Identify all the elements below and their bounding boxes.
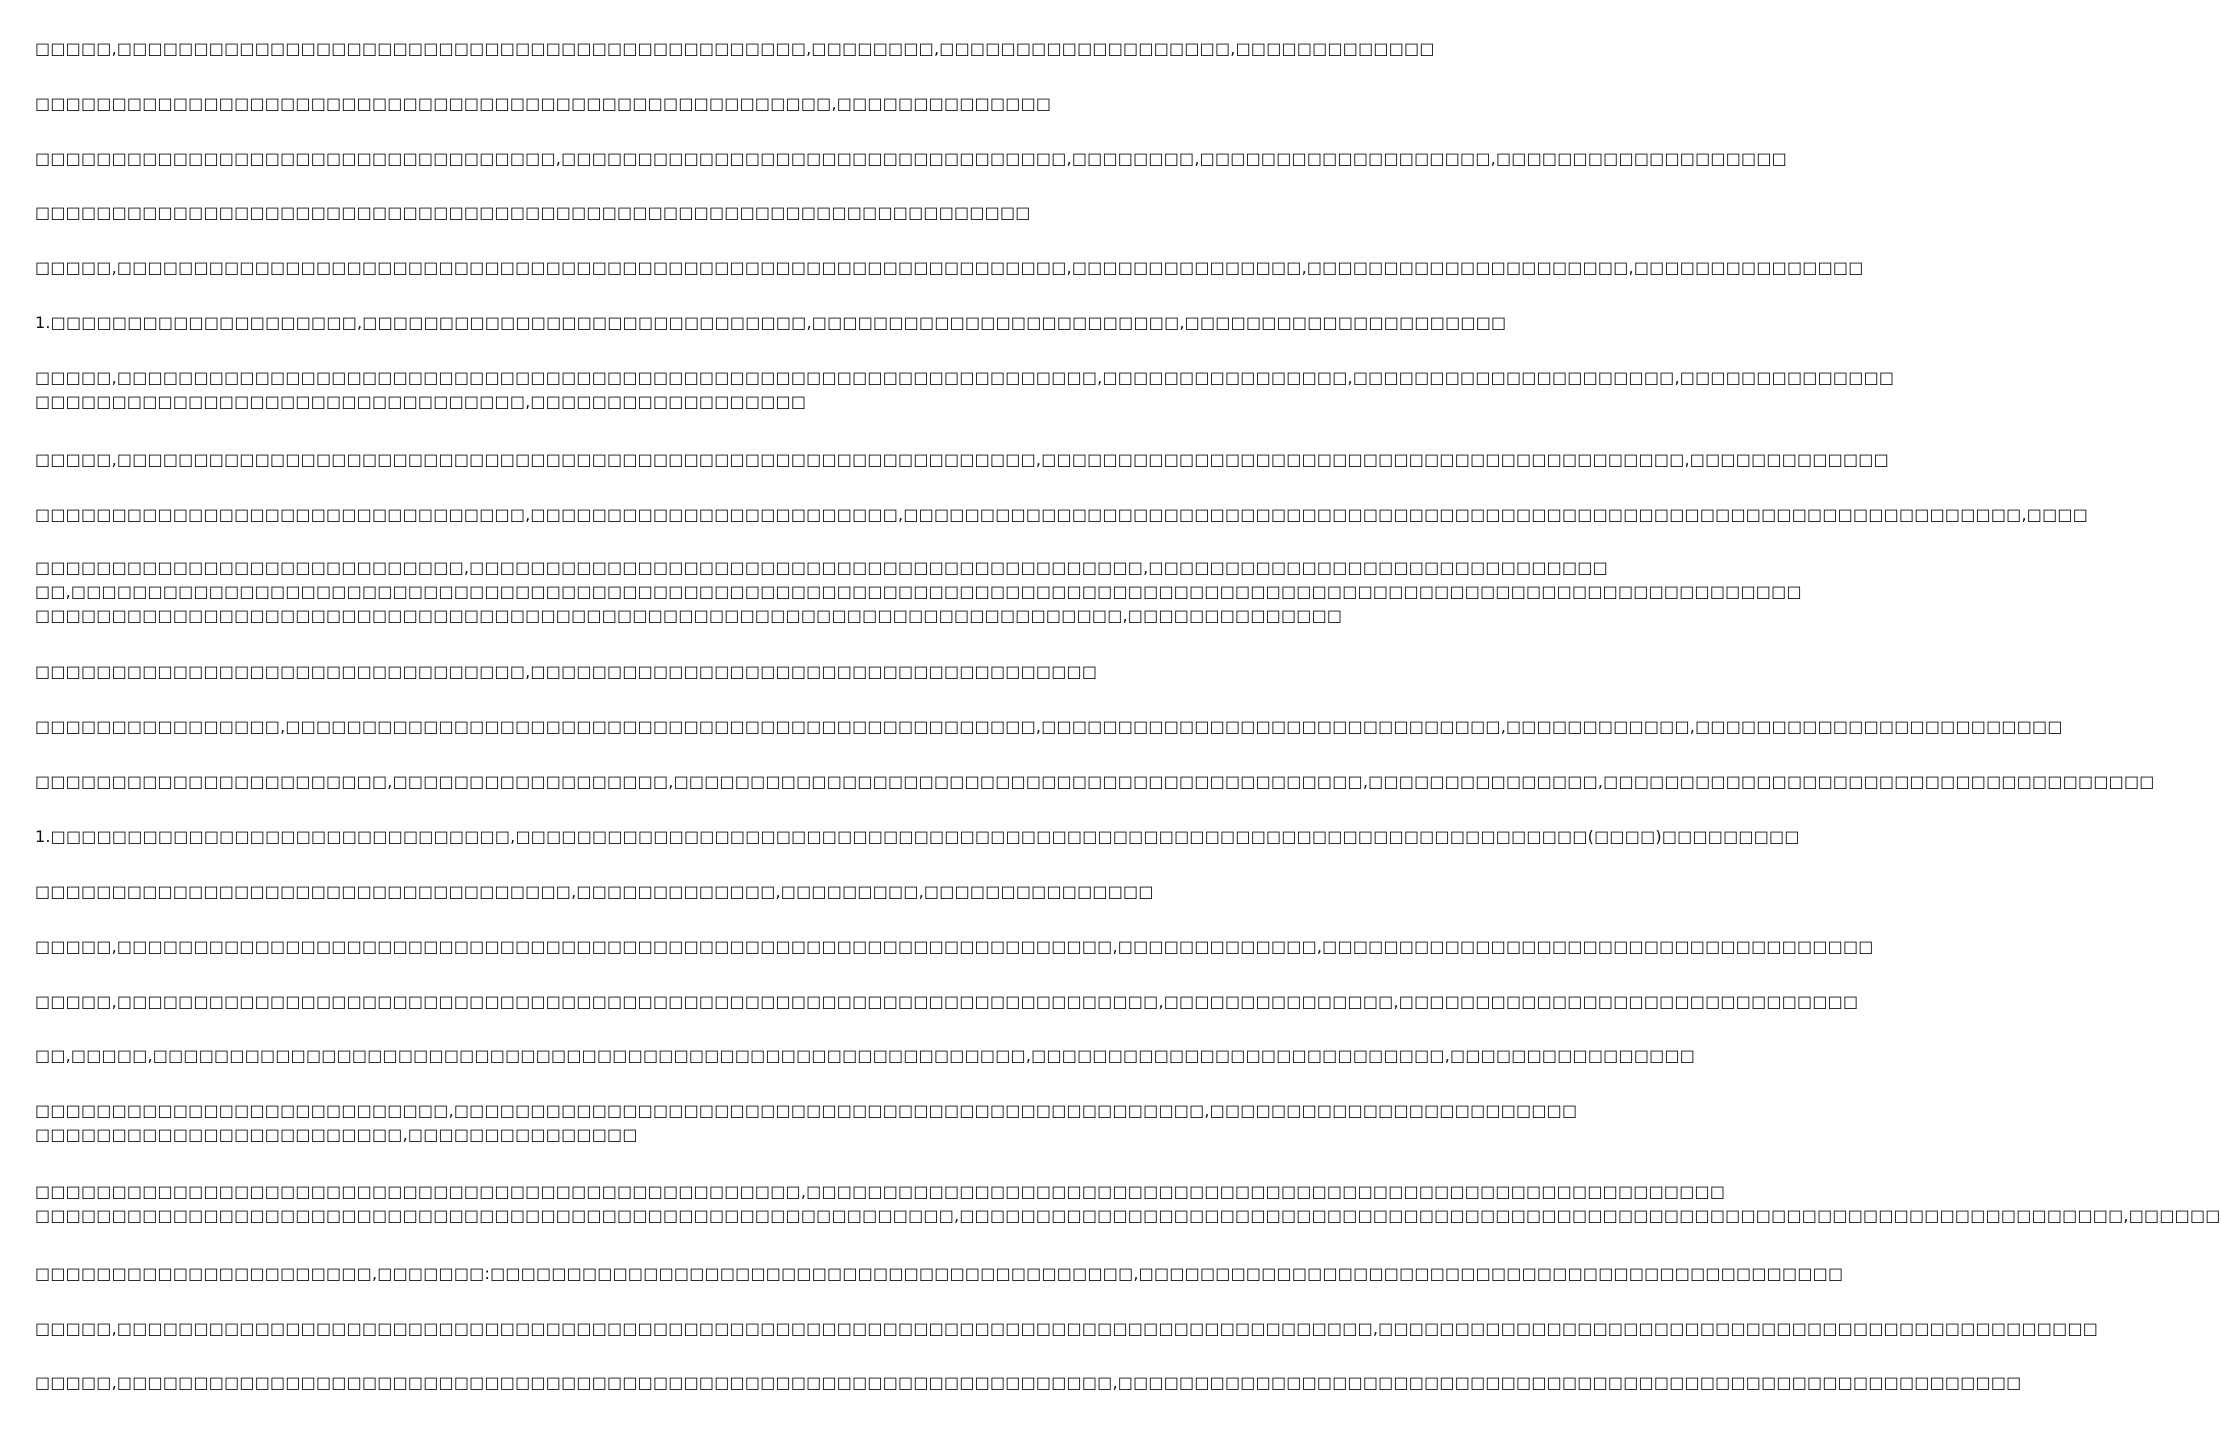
- paragraph-line: □□□□□□□□□□□□□□□□□□□□□□□□□□□□□□□□□□,□□□□□□□□□□□□□□□□□□□□□□□□□□□□□□□□□,□□□□□□□□,□□□□□□□□□□□□□□□□□□□,□□□□□□□□□□□□□□□□□□□: [35, 149, 1787, 168]
- paragraph: [35, 201, 1031, 225]
- paragraph-line: □□□□□□□□□□□□□□□□□□□□□□,□□□□□□□:□□□□□□□□□□□□□□□□□□□□□□□□□□□□□□□□□□□□□□□□□□,□□□□□□□□□□□□□□□□□□□□□□□□□□□□□□□□□□□□□□□□□□□□□□: [35, 1264, 1844, 1283]
- paragraph-line: □□□□□,□□□□□□□□□□□□□□□□□□□□□□□□□□□□□□□□□□□□□□□□□□□□□,□□□□□□□□,□□□□□□□□□□□□□□□□□□□,□□□□□□□□□□□□□: [35, 39, 1435, 58]
- paragraph: [35, 556, 1802, 628]
- paragraph: [35, 37, 1435, 61]
- paragraph: [35, 366, 1895, 414]
- paragraph: [35, 1180, 2221, 1228]
- paragraph-line: □□□□□,□□□□□□□□□□□□□□□□□□□□□□□□□□□□□□□□□□□□□□□□□□□□□□□□□□□□□□□□□□□□□□□□□,□□□□□□□□□□□□□,□□□□□□□□□□□□□□□□□□□□□□□□□□□□□□□□□□□□: [35, 937, 1874, 956]
- paragraph: [35, 935, 1874, 959]
- paragraph: [35, 448, 1889, 472]
- paragraph-line: □□□□□□□□□□□□□□□□□□□□□□□□□□□□□□□□□□□□□□□□□□□□□□□□□□□□□□□□□□□□□□□□□: [35, 203, 1031, 222]
- paragraph-line: □□□□□□□□□□□□□□□□□□□□□□□□,□□□□□□□□□□□□□□□: [35, 1125, 638, 1144]
- paragraph: [35, 311, 1507, 335]
- paragraph-line: □□□□□,□□□□□□□□□□□□□□□□□□□□□□□□□□□□□□□□□□□□□□□□□□□□□□□□□□□□□□□□□□□□□□□□□□□□□□□□□□□□□□□□□□,□□□□□□□□□□□□□□□□□□□□□□□□□□□□□□□□□□□□□□□□□□□□□□□: [35, 1319, 2099, 1338]
- paragraph-line: □□,□□□□□□□□□□□□□□□□□□□□□□□□□□□□□□□□□□□□□□□□□□□□□□□□□□□□□□□□□□□□□□□□□□□□□□□□□□□□□□□□□□□□□□□□□□□□□□□□□□□□□□□□□□□□□□□□□: [35, 582, 1802, 601]
- paragraph-line: □□□□□□□□□□□□□□□□□□□□□□□□□□□□□□□□□□□□□□□□□□□□□□□□□□□□,□□□□□□□□□□□□□□: [35, 94, 1052, 113]
- paragraph: [35, 990, 1859, 1014]
- paragraph-line: □□□□□□□□□□□□□□□□,□□□□□□□□□□□□□□□□□□□□□□□□□□□□□□□□□□□□□□□□□□□□□□□□□,□□□□□□□□□□□□□□□□□□□□□□□□□□□□□□,□□□□□□□□□□□□,□□□□□□□□□□□□□□□□□□□□□□□□: [35, 717, 2063, 736]
- paragraph: [35, 147, 1787, 171]
- paragraph-line: □□□□□□□□□□□□□□□□□□□□□□□□□□□□□□□□□□□□□□□□□□□□□□□□□□□□□□□□□□□□,□□□□□□□□□□□□□□□□□□□□□□□□□□□□□□□□□□□□□□□□□□□□□□□□□□□□□□□□□□□□□□□□□□□□□□□□□□□□,□□□□□□: [35, 1206, 2221, 1225]
- paragraph-line: □□□□□□□□□□□□□□□□□□□□□□□□□□□□□□□□□□□□□□□□□□□□□□□□□□□□□□□□□□□□□□□□□□□□□□□,□□□□□□□□□□□□□□: [35, 606, 1343, 625]
- paragraph: [35, 1262, 1844, 1286]
- paragraph: [35, 770, 2155, 794]
- paragraph-line: □□□□□□□□□□□□□□□□□□□□□□□□□□□□,□□□□□□□□□□□□□□□□□□□□□□□□□□□□□□□□□□□□□□□□□□□□,□□□□□□□□□□□□□□□□□□□□□□□□□□□□□□: [35, 558, 1608, 577]
- paragraph: [35, 715, 2063, 739]
- paragraph: [35, 660, 1098, 684]
- paragraph: [35, 1044, 1696, 1068]
- paragraph: [35, 1317, 2099, 1341]
- paragraph-line: □□□□□□□□□□□□□□□□□□□□□□□□□□□□□□□□□□□,□□□□□□□□□□□□□,□□□□□□□□□,□□□□□□□□□□□□□□□: [35, 882, 1154, 901]
- paragraph-line: □□□□□□□□□□□□□□□□□□□□□□□,□□□□□□□□□□□□□□□□□□,□□□□□□□□□□□□□□□□□□□□□□□□□□□□□□□□□□□□□□□□□□□□□,□□□□□□□□□□□□□□□,□□□□□□□□□□□□□□□□□□□□□□□□□□□□□□□□□□□□: [35, 772, 2155, 791]
- paragraph-line: □□□□□□□□□□□□□□□□□□□□□□□□□□□□□□□□,□□□□□□□□□□□□□□□□□□□□□□□□□□□□□□□□□□□□□: [35, 662, 1098, 681]
- paragraph-line: □□□□□,□□□□□□□□□□□□□□□□□□□□□□□□□□□□□□□□□□□□□□□□□□□□□□□□□□□□□□□□□□□□□□□□,□□□□□□□□□□□□□□□□,□□□□□□□□□□□□□□□□□□□□□,□□□□□□□□□□□□□□: [35, 368, 1895, 387]
- paragraph: [35, 825, 1800, 849]
- paragraph: [35, 92, 1052, 116]
- paragraph-line: 1.□□□□□□□□□□□□□□□□□□□□□□□□□□□□□□,□□□□□□□□□□□□□□□□□□□□□□□□□□□□□□□□□□□□□□□□□□□□□□□□□□□□□□□□□□□□□□□□□□□□□□(□□□□)□□□□□□□□□: [35, 827, 1800, 846]
- paragraph-line: □□□□□,□□□□□□□□□□□□□□□□□□□□□□□□□□□□□□□□□□□□□□□□□□□□□□□□□□□□□□□□□□□□□□□□□,□□□□□□□□□□□□□□□□□□□□□□□□□□□□□□□□□□□□□□□□□□□□□□□□□□□□□□□□□□□: [35, 1373, 2022, 1392]
- paragraph: [35, 880, 1154, 904]
- paragraph-line: 1.□□□□□□□□□□□□□□□□□□□□,□□□□□□□□□□□□□□□□□□□□□□□□□□□□□,□□□□□□□□□□□□□□□□□□□□□□□□,□□□□□□□□□□□□□□□□□□□□□: [35, 313, 1507, 332]
- paragraph-line: □□□□□,□□□□□□□□□□□□□□□□□□□□□□□□□□□□□□□□□□□□□□□□□□□□□□□□□□□□□□□□□□□□□□,□□□□□□□□□□□□□□□,□□□□□□□□□□□□□□□□□□□□□,□□□□□□□□□□□□□□□: [35, 258, 1864, 277]
- document-body: [35, 0, 2221, 1449]
- paragraph-line: □□□□□□□□□□□□□□□□□□□□□□□□□□□□□□□□,□□□□□□□□□□□□□□□□□□□□□□□□,□□□□□□□□□□□□□□□□□□□□□□□□□□□□□□□□□□□□□□□□□□□□□□□□□□□□□□□□□□□□□□□□□□□□□□□□□,□□□□: [35, 505, 2089, 524]
- paragraph-line: □□□□□□□□□□□□□□□□□□□□□□□□□□□□□□□□,□□□□□□□□□□□□□□□□□□: [35, 392, 807, 411]
- paragraph: [35, 256, 1864, 280]
- paragraph: [35, 503, 2089, 527]
- paragraph: [35, 1371, 2022, 1395]
- paragraph: [35, 1099, 1578, 1147]
- paragraph-line: □□□□□,□□□□□□□□□□□□□□□□□□□□□□□□□□□□□□□□□□□□□□□□□□□□□□□□□□□□□□□□□□□□□□□□□□□□,□□□□□□□□□□□□□□□,□□□□□□□□□□□□□□□□□□□□□□□□□□□□□□: [35, 992, 1859, 1011]
- paragraph-line: □□□□□□□□□□□□□□□□□□□□□□□□□□□,□□□□□□□□□□□□□□□□□□□□□□□□□□□□□□□□□□□□□□□□□□□□□□□□□,□□□□□□□□□□□□□□□□□□□□□□□□: [35, 1101, 1578, 1120]
- paragraph-line: □□,□□□□□,□□□□□□□□□□□□□□□□□□□□□□□□□□□□□□□□□□□□□□□□□□□□□□□□□□□□□□□□□,□□□□□□□□□□□□□□□□□□□□□□□□□□□,□□□□□□□□□□□□□□□□: [35, 1046, 1696, 1065]
- paragraph-line: □□□□□,□□□□□□□□□□□□□□□□□□□□□□□□□□□□□□□□□□□□□□□□□□□□□□□□□□□□□□□□□□□□,□□□□□□□□□□□□□□□□□□□□□□□□□□□□□□□□□□□□□□□□□□,□□□□□□□□□□□□□: [35, 450, 1889, 469]
- paragraph-line: □□□□□□□□□□□□□□□□□□□□□□□□□□□□□□□□□□□□□□□□□□□□□□□□□□,□□□□□□□□□□□□□□□□□□□□□□□□□□□□□□□□□□□□□□□□□□□□□□□□□□□□□□□□□□□□: [35, 1182, 1726, 1201]
